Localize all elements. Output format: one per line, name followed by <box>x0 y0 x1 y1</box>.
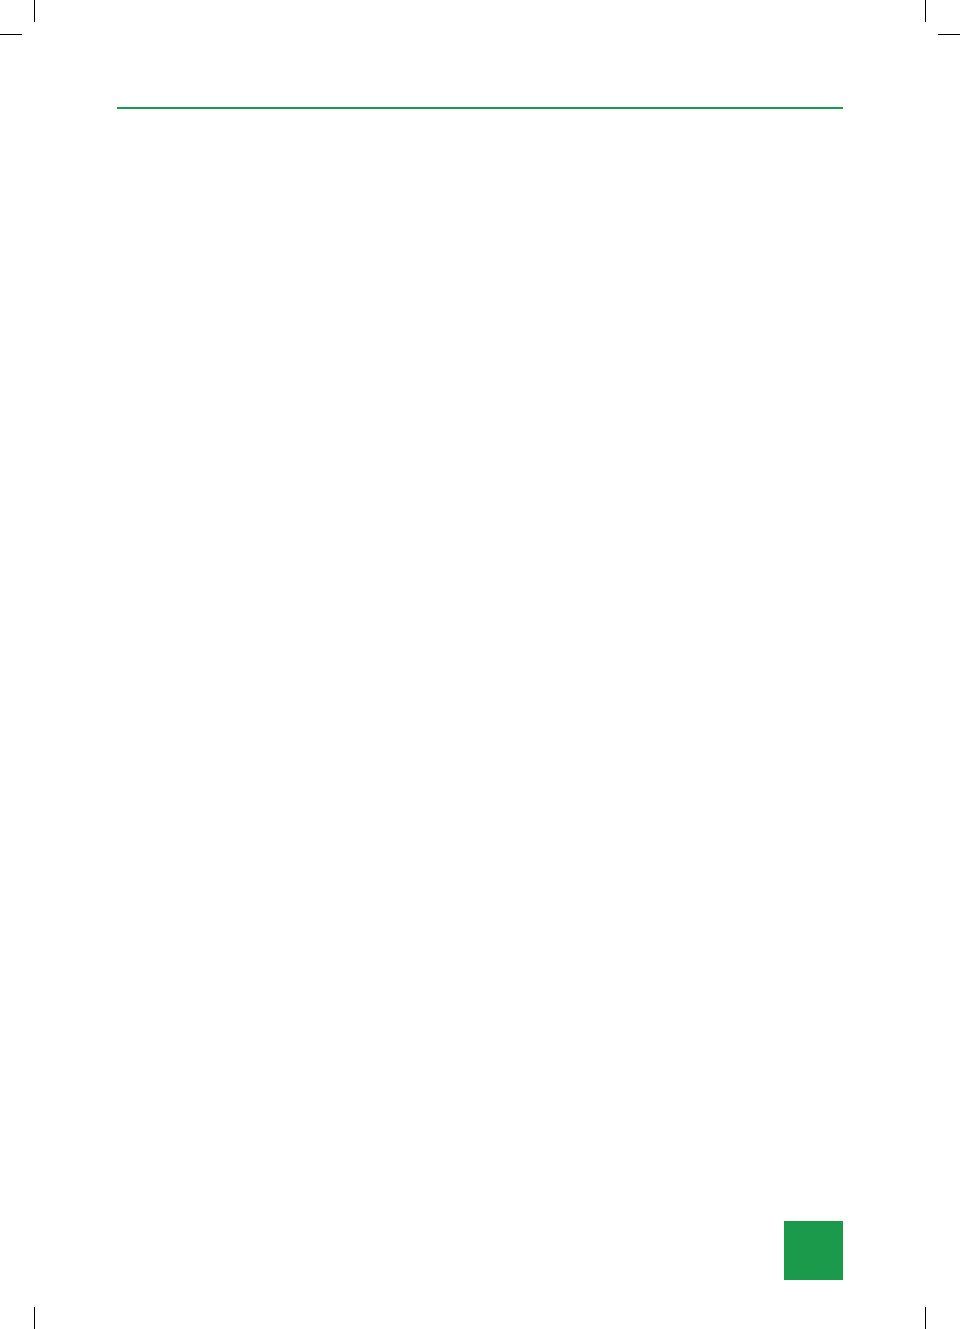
header-rule <box>117 107 843 109</box>
crop-mark <box>925 0 926 22</box>
crop-mark <box>925 1307 926 1329</box>
crop-mark <box>938 34 960 35</box>
page-number <box>784 1221 843 1280</box>
crop-mark <box>0 34 22 35</box>
crop-mark <box>34 1307 35 1329</box>
crop-mark <box>34 0 35 22</box>
